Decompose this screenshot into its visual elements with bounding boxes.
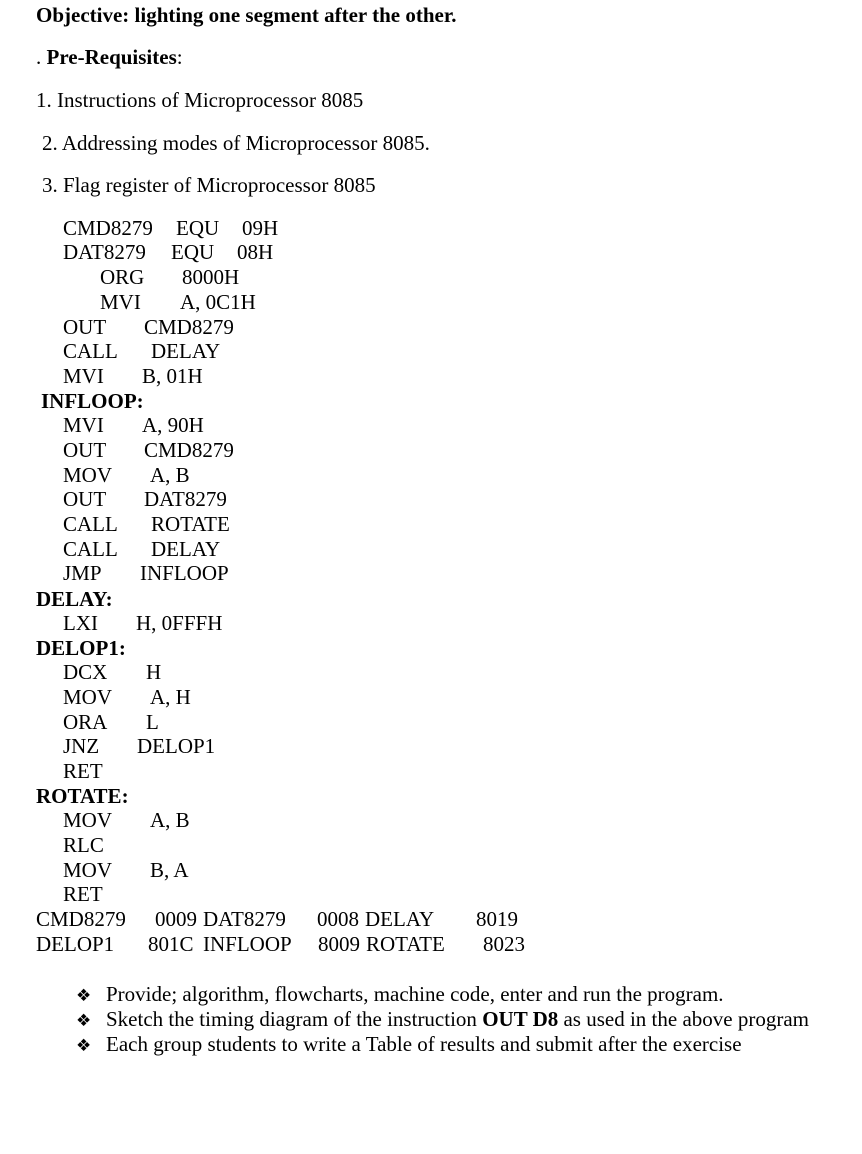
- prereq-colon: :: [176, 45, 183, 69]
- diamond-bullet-icon: ❖: [76, 986, 92, 1006]
- task-text: as used in the above program: [558, 1007, 809, 1031]
- code-directive: EQU: [171, 240, 215, 264]
- code-operand: A, 0C1H: [180, 290, 256, 314]
- code-label-infloop: INFLOOP:: [41, 389, 144, 413]
- code-operand: B, 01H: [142, 364, 203, 388]
- code-mnemonic: OUT: [63, 487, 107, 511]
- symbol-value: 801C: [148, 932, 194, 956]
- prereq-item-3: 3. Flag register of Microprocessor 8085: [42, 173, 376, 197]
- code-operand: DELOP1: [137, 734, 216, 758]
- code-operand: H, 0FFFH: [136, 611, 223, 635]
- objective-heading: Objective: lighting one segment after the other.: [36, 3, 457, 27]
- code-mnemonic: RET: [63, 759, 103, 783]
- code-operand: L: [146, 710, 159, 734]
- task-text: Sketch the timing diagram of the instruction: [106, 1007, 483, 1031]
- prereq-item-1: 1. Instructions of Microprocessor 8085: [36, 88, 364, 112]
- code-mnemonic: CALL: [63, 512, 118, 536]
- prereq-title: Pre-Requisites: [46, 45, 177, 69]
- code-mnemonic: RLC: [63, 833, 104, 857]
- code-mnemonic: MVI: [100, 290, 141, 314]
- code-mnemonic: CMD8279: [63, 216, 153, 240]
- symbol-name: DAT8279: [203, 907, 286, 931]
- symbol-value: 0008: [317, 907, 359, 931]
- symbol-value: 0009: [155, 907, 197, 931]
- code-directive: EQU: [176, 216, 220, 240]
- task-text-bold: OUT D8: [482, 1007, 559, 1031]
- code-operand: A, H: [150, 685, 191, 709]
- list-item: [76, 1034, 742, 1055]
- task-text: Each group students to write a Table of results and submit after the exercise: [106, 1032, 742, 1056]
- code-operand: A, B: [150, 808, 190, 832]
- code-operand: A, B: [150, 463, 190, 487]
- code-label-rotate: ROTATE:: [36, 784, 129, 808]
- code-label-delop1: DELOP1:: [36, 636, 126, 660]
- symbol-name: DELOP1: [36, 932, 115, 956]
- list-item: [76, 1009, 809, 1030]
- code-mnemonic: DAT8279: [63, 240, 146, 264]
- list-item: [76, 984, 724, 1005]
- code-operand: DAT8279: [144, 487, 227, 511]
- code-operand: 09H: [242, 216, 279, 240]
- symbol-value: 8023: [483, 932, 525, 956]
- code-mnemonic: RET: [63, 882, 103, 906]
- prereq-item-2: 2. Addressing modes of Microprocessor 8085.: [42, 131, 430, 155]
- code-mnemonic: JNZ: [63, 734, 100, 758]
- code-operand: A, 90H: [142, 413, 204, 437]
- code-mnemonic: MOV: [63, 463, 113, 487]
- symbol-name: CMD8279: [36, 907, 126, 931]
- code-operand: ROTATE: [151, 512, 230, 536]
- code-mnemonic: DCX: [63, 660, 108, 684]
- code-operand: DELAY: [151, 537, 221, 561]
- code-operand: B, A: [150, 858, 189, 882]
- code-mnemonic: OUT: [63, 438, 107, 462]
- code-operand: DELAY: [151, 339, 221, 363]
- code-mnemonic: MOV: [63, 858, 113, 882]
- code-mnemonic: MVI: [63, 413, 104, 437]
- symbol-name: ROTATE: [366, 932, 445, 956]
- prereq-dot: .: [36, 45, 47, 69]
- code-operand: 08H: [237, 240, 274, 264]
- task-text: Provide; algorithm, flowcharts, machine code, enter and run the program.: [106, 982, 724, 1006]
- code-mnemonic: CALL: [63, 339, 118, 363]
- code-mnemonic: JMP: [63, 561, 102, 585]
- code-operand: 8000H: [182, 265, 240, 289]
- symbol-name: DELAY: [365, 907, 435, 931]
- symbol-name: INFLOOP: [203, 932, 292, 956]
- diamond-bullet-icon: ❖: [76, 1011, 92, 1031]
- code-mnemonic: LXI: [63, 611, 98, 635]
- code-mnemonic: MVI: [63, 364, 104, 388]
- code-operand: INFLOOP: [140, 561, 229, 585]
- prereq-heading: [36, 47, 183, 68]
- code-mnemonic: MOV: [63, 808, 113, 832]
- symbol-value: 8019: [476, 907, 518, 931]
- diamond-bullet-icon: ❖: [76, 1036, 92, 1056]
- code-operand: H: [146, 660, 162, 684]
- code-mnemonic: ORA: [63, 710, 108, 734]
- code-label-delay: DELAY:: [36, 587, 113, 611]
- code-mnemonic: MOV: [63, 685, 113, 709]
- code-operand: CMD8279: [144, 438, 234, 462]
- symbol-value: 8009: [318, 932, 360, 956]
- code-mnemonic: ORG: [100, 265, 145, 289]
- code-mnemonic: OUT: [63, 315, 107, 339]
- code-operand: CMD8279: [144, 315, 234, 339]
- code-mnemonic: CALL: [63, 537, 118, 561]
